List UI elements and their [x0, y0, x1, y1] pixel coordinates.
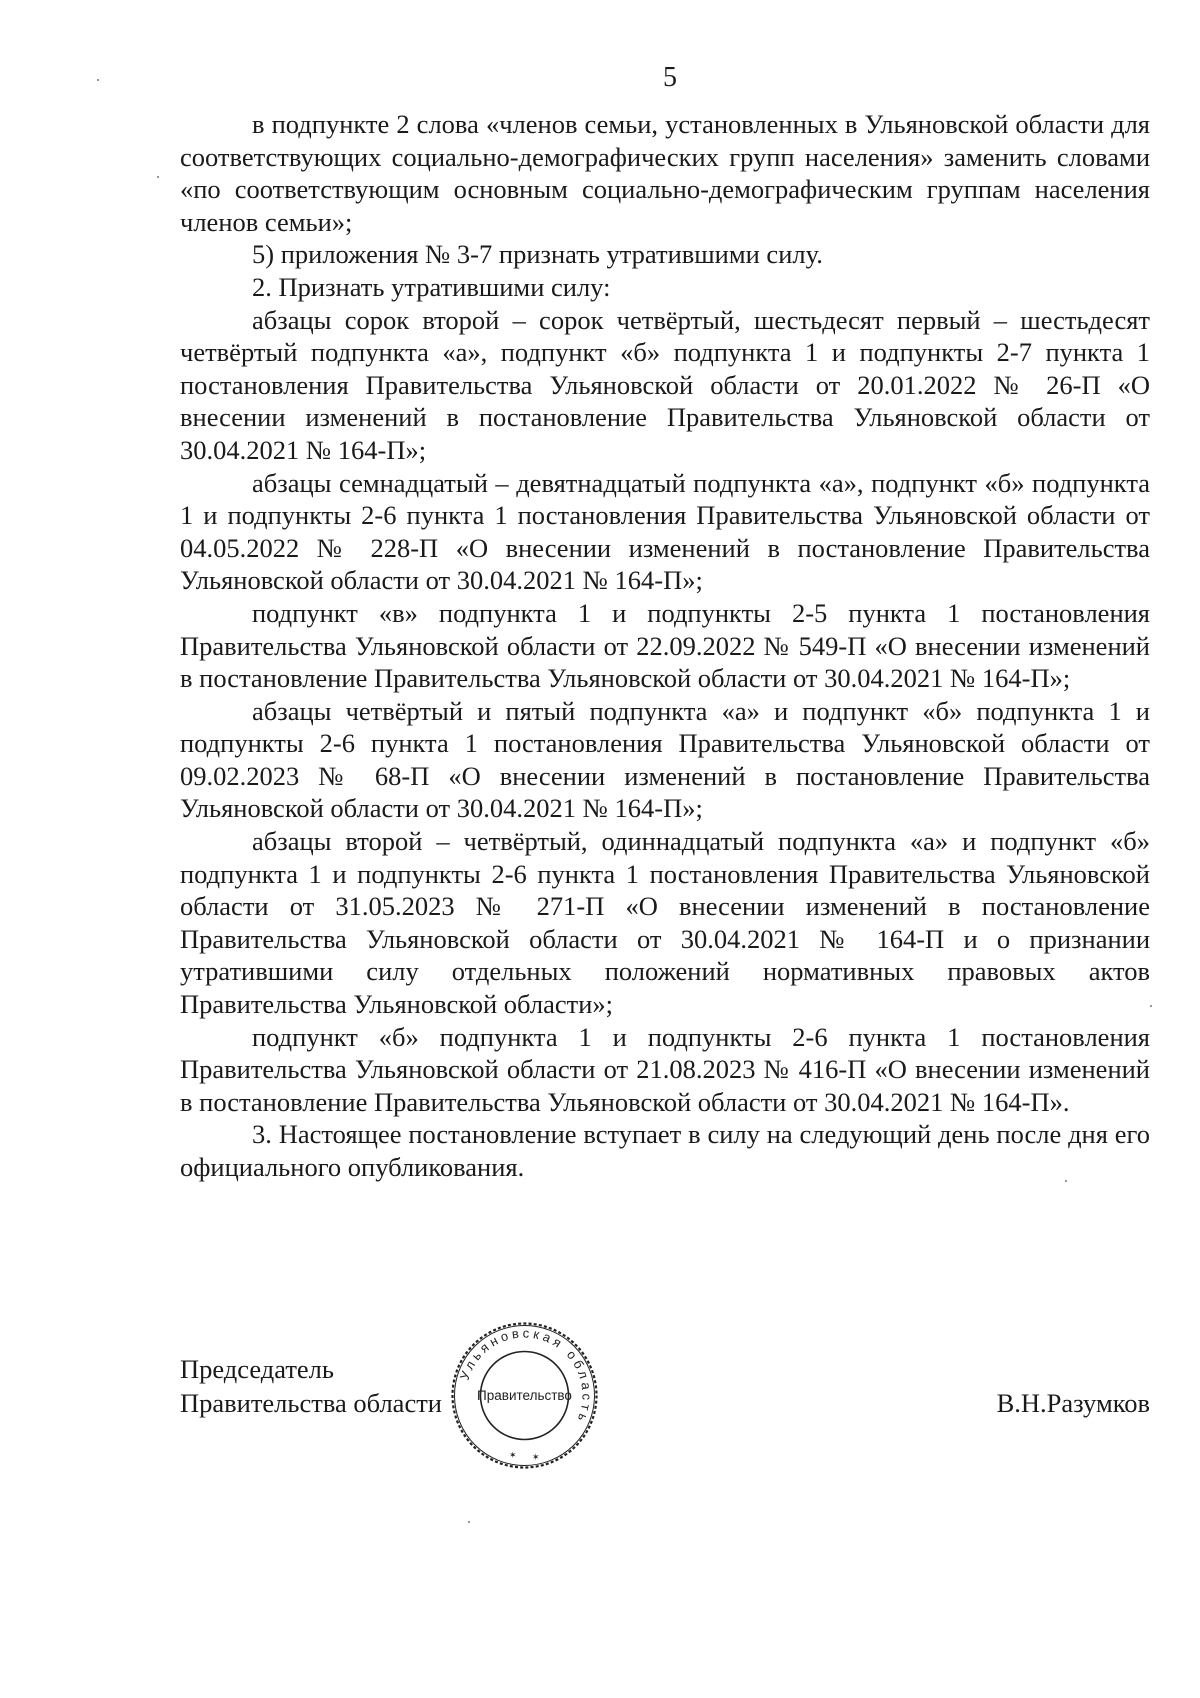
paragraph-10: 3. Настоящее постановление вступает в силу на следующий день после дня его официального опубликования.: [180, 1119, 1150, 1182]
scan-speck: [1150, 1005, 1152, 1007]
signature-block: [180, 1352, 1150, 1502]
document-body: [180, 108, 1150, 1184]
scan-speck: [468, 1521, 470, 1523]
paragraph-9: подпункт «б» подпункта 1 и подпункты 2-6 пункта 1 постановления Правительства Ульяновской области от 21.08.2023 № 416-П «О внесении изменений в постановление Правительства Ульяновской области от 30.04.2021 № 164-П».: [180, 1021, 1150, 1117]
seal-ring-text: Ульяновская область: [456, 1325, 595, 1427]
paragraph-4: абзацы сорок второй – сорок четвёртый, шестьдесят первый – шестьдесят четвёртый подпункта «а», подпункт «б» подпункта 1 и подпункты 2-7 пункта 1 постановления Правительства Ульяновской области от 20.01.2022 № 26-П «О внесении изменений в постановление Правительства Ульяновской области от 30.04.2021 № 164-П»;: [180, 304, 1150, 465]
page-number: 5: [663, 62, 677, 93]
scan-speck: [1065, 1180, 1067, 1182]
paragraph-7: абзацы четвёртый и пятый подпункта «а» и подпункт «б» подпункта 1 и подпункты 2-6 пункта 1 постановления Правительства Ульяновской области от 09.02.2023 № 68-П «О внесении изменений в постановление Правительства Ульяновской области от 30.04.2021 № 164-П»;: [180, 695, 1150, 824]
signatory-title: [180, 1352, 442, 1420]
seal-center-text: Правительство: [477, 1388, 572, 1403]
official-seal: [447, 1318, 602, 1473]
signatory-name: В.Н.Разумков: [996, 1388, 1150, 1418]
seal-star-icon-1: ✶: [509, 1451, 517, 1461]
seal-star-icon-2: ✶: [532, 1453, 540, 1463]
paragraph-8: абзацы второй – четвёртый, одиннадцатый подпункта «а» и подпункт «б» подпункта 1 и подпункты 2-6 пункта 1 постановления Правительства Ульяновской области от 31.05.2023 № 271-П «О внесении изменений в постановление Правительства Ульяновской области от 30.04.2021 № 164-П и о признании утратившими силу отдельных положений нормативных правовых актов Правительства Ульяновской области»;: [180, 826, 1150, 1020]
scan-speck: [157, 176, 159, 178]
scan-speck: [97, 79, 99, 81]
seal-graphic: [447, 1318, 602, 1473]
paragraph-2: 5) приложения № 3-7 признать утратившими силу.: [252, 239, 823, 270]
paragraph-3: 2. Признать утратившими силу:: [252, 271, 611, 302]
paragraph-6: подпункт «в» подпункта 1 и подпункты 2-5 пункта 1 постановления Правительства Ульяновской области от 22.09.2022 № 549-П «О внесении изменений в постановление Правительства Ульяновской области от 30.04.2021 № 164-П»;: [180, 597, 1150, 694]
paragraph-5: абзацы семнадцатый – девятнадцатый подпункта «а», подпункт «б» подпункта 1 и подпункты 2-6 пункта 1 постановления Правительства Ульяновской области от 04.05.2022 № 228-П «О внесении изменений в постановление Правительства Ульяновской области от 30.04.2021 № 164-П»;: [180, 467, 1150, 596]
signatory-title-line-2: Правительства области: [180, 1388, 442, 1418]
signatory-title-line-1: Председатель: [180, 1354, 334, 1384]
paragraph-1: в подпункте 2 слова «членов семьи, установленных в Ульяновской области для соответствующих социально-демографических групп населения» заменить словами «по соответствующим основным социально-демографическим группам населения членов семьи»;: [180, 109, 1150, 237]
